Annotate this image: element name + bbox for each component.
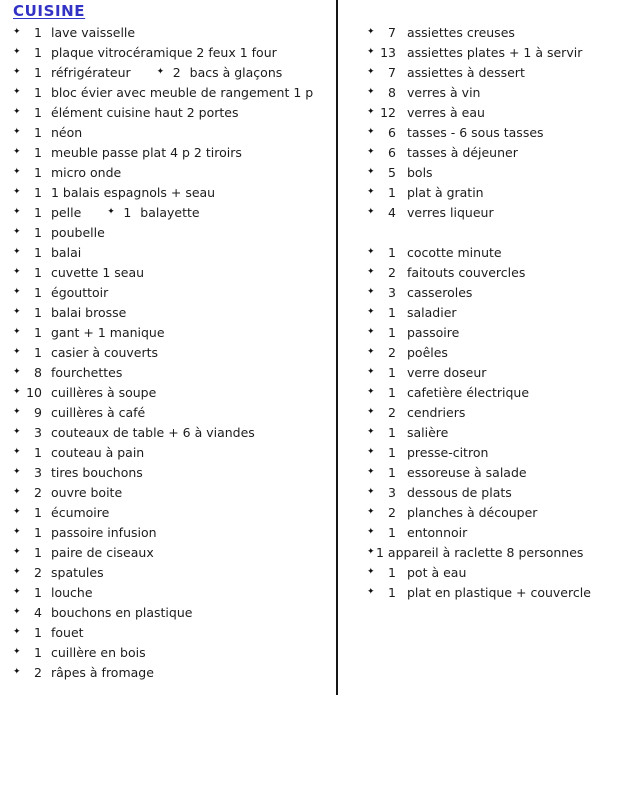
item-quantity: 1 [34, 284, 42, 300]
diamond-bullet-icon: ✦ [13, 86, 21, 97]
list-item [338, 402, 639, 422]
item-quantity: 8 [34, 364, 42, 380]
list-item [338, 82, 639, 102]
diamond-bullet-icon: ✦ [13, 346, 21, 357]
item-label: casseroles [407, 284, 473, 300]
item-label: faitouts couvercles [407, 264, 526, 280]
list-item [338, 182, 639, 202]
item-label: lave vaisselle [51, 24, 136, 40]
list-item [338, 322, 639, 342]
item-quantity: 3 [34, 424, 42, 440]
diamond-bullet-icon: ✦ [13, 626, 21, 637]
item-label: micro onde [51, 164, 122, 180]
item-quantity: 13 [380, 44, 396, 60]
item-quantity: 7 [388, 24, 396, 40]
item-label: paire de ciseaux [51, 544, 154, 560]
diamond-bullet-icon: ✦ [13, 486, 21, 497]
item-quantity: 6 [388, 144, 396, 160]
item-quantity: 1 [388, 444, 396, 460]
list-item [0, 42, 336, 62]
item-label: poêles [407, 344, 448, 360]
list-item [0, 402, 336, 422]
diamond-bullet-icon: ✦ [13, 46, 21, 57]
item-quantity: 1 [34, 504, 42, 520]
list-item [0, 462, 336, 482]
list-item [338, 582, 639, 602]
item-quantity: 5 [388, 164, 396, 180]
diamond-bullet-icon: ✦ [13, 66, 21, 77]
diamond-bullet-icon: ✦ [367, 426, 375, 437]
item-label: 1 balais espagnols + seau [51, 184, 216, 200]
list-item [0, 422, 336, 442]
item-quantity: 1 [34, 264, 42, 280]
item-quantity: 1 [388, 424, 396, 440]
item-label: cafetière électrique [407, 384, 530, 400]
diamond-bullet-icon: ✦ [13, 266, 21, 277]
item-label: cuillères à café [51, 404, 146, 420]
list-item [0, 522, 336, 542]
diamond-bullet-icon: ✦ [367, 246, 375, 257]
diamond-bullet-icon: ✦ [367, 166, 375, 177]
diamond-bullet-icon: ✦ [367, 306, 375, 317]
list-item [338, 482, 639, 502]
item-label: salière [407, 424, 449, 440]
diamond-bullet-icon: ✦ [367, 206, 375, 217]
item-label: tires bouchons [51, 464, 143, 480]
item-quantity: 1 [34, 104, 42, 120]
list-item [338, 422, 639, 442]
diamond-bullet-icon: ✦ [13, 506, 21, 517]
list-item [0, 542, 336, 562]
diamond-bullet-icon: ✦ [367, 526, 375, 537]
diamond-bullet-icon: ✦ [367, 86, 375, 97]
list-item [0, 162, 336, 182]
list-item [338, 162, 639, 182]
diamond-bullet-icon: ✦ [13, 126, 21, 137]
item-label: gant + 1 manique [51, 324, 165, 340]
list-item [0, 582, 336, 602]
item-label: assiettes plates + 1 à servir [407, 44, 583, 60]
item-quantity: 2 [388, 404, 396, 420]
diamond-bullet-icon: ✦ [13, 166, 21, 177]
diamond-bullet-icon: ✦ [367, 466, 375, 477]
list-item [338, 242, 639, 262]
item-quantity: 1 [34, 324, 42, 340]
item-label: cuillères à soupe [51, 384, 157, 400]
diamond-bullet-icon: ✦ [13, 106, 21, 117]
item-quantity: 6 [388, 124, 396, 140]
item-label: balai brosse [51, 304, 127, 320]
item-label: passoire [407, 324, 460, 340]
diamond-bullet-icon: ✦ [13, 666, 21, 677]
diamond-bullet-icon: ✦ [13, 26, 21, 37]
item-label: réfrigérateur [51, 64, 131, 80]
item-label: cendriers [407, 404, 466, 420]
item-quantity: 12 [380, 104, 396, 120]
item-quantity: 1 [388, 524, 396, 540]
diamond-bullet-icon: ✦ [367, 326, 375, 337]
list-item [0, 562, 336, 582]
list-item [0, 282, 336, 302]
list-item [338, 62, 639, 82]
item-quantity: 1 [388, 564, 396, 580]
item-label: couteau à pain [51, 444, 145, 460]
diamond-bullet-icon: ✦ [367, 486, 375, 497]
item-label: bacs à glaçons [189, 64, 283, 80]
item-label: poubelle [51, 224, 105, 240]
item-quantity: 4 [388, 204, 396, 220]
diamond-bullet-icon: ✦ [13, 406, 21, 417]
diamond-bullet-icon: ✦ [367, 386, 375, 397]
item-quantity: 1 [34, 164, 42, 180]
list-item [0, 182, 336, 202]
item-label: meuble passe plat 4 p 2 tiroirs [51, 144, 242, 160]
item-label: couteaux de table + 6 à viandes [51, 424, 255, 440]
item-quantity: 1 [388, 364, 396, 380]
list-item [0, 442, 336, 462]
diamond-bullet-icon: ✦ [13, 546, 21, 557]
item-label: casier à couverts [51, 344, 159, 360]
diamond-bullet-icon: ✦ [13, 286, 21, 297]
inline-sub-item [107, 205, 199, 220]
item-label: tasses à déjeuner [407, 144, 518, 160]
item-label: passoire infusion [51, 524, 157, 540]
item-quantity: 1 [34, 344, 42, 360]
item-label: ouvre boite [51, 484, 123, 500]
list-item [0, 662, 336, 682]
item-label: entonnoir [407, 524, 468, 540]
diamond-bullet-icon: ✦ [367, 106, 375, 117]
item-label: verre doseur [407, 364, 487, 380]
list-item [0, 262, 336, 282]
item-label: bols [407, 164, 433, 180]
diamond-bullet-icon: ✦ [13, 606, 21, 617]
list-item [0, 102, 336, 122]
item-quantity: 1 [388, 304, 396, 320]
item-label: presse-citron [407, 444, 489, 460]
list-item [338, 502, 639, 522]
item-label: balai [51, 244, 82, 260]
item-quantity: 1 [34, 84, 42, 100]
item-label: néon [51, 124, 83, 140]
item-quantity: 1 [34, 304, 42, 320]
list-item [0, 222, 336, 242]
item-label: planches à découper [407, 504, 538, 520]
diamond-bullet-icon: ✦ [156, 66, 165, 77]
diamond-bullet-icon: ✦ [367, 26, 375, 37]
item-quantity: 1 [34, 544, 42, 560]
diamond-bullet-icon: ✦ [367, 286, 375, 297]
item-label: plaque vitrocéramique 2 feux 1 four [51, 44, 277, 60]
diamond-bullet-icon: ✦ [13, 226, 21, 237]
diamond-bullet-icon: ✦ [367, 586, 375, 597]
list-item [0, 302, 336, 322]
item-quantity: 2 [34, 484, 42, 500]
list-item [338, 562, 639, 582]
item-label: plat en plastique + couvercle [407, 584, 591, 600]
list-item [338, 282, 639, 302]
list-item [0, 122, 336, 142]
list-item [338, 442, 639, 462]
item-quantity: 10 [26, 384, 42, 400]
diamond-bullet-icon: ✦ [13, 246, 21, 257]
diamond-bullet-icon: ✦ [367, 406, 375, 417]
list-item [0, 82, 336, 102]
item-label: louche [51, 584, 93, 600]
item-label: verres à eau [407, 104, 485, 120]
item-label: assiettes à dessert [407, 64, 525, 80]
item-quantity: 1 [34, 24, 42, 40]
item-label: pot à eau [407, 564, 467, 580]
item-quantity: 2 [34, 564, 42, 580]
list-item [338, 462, 639, 482]
diamond-bullet-icon: ✦ [367, 506, 375, 517]
item-label: pelle [51, 204, 82, 220]
list-item [338, 122, 639, 142]
item-quantity: 1 [34, 184, 42, 200]
diamond-bullet-icon: ✦ [13, 326, 21, 337]
list-item [338, 342, 639, 362]
item-label: fouet [51, 624, 84, 640]
diamond-bullet-icon: ✦ [13, 466, 21, 477]
list-item [0, 142, 336, 162]
list-item [338, 22, 639, 42]
item-label: cocotte minute [407, 244, 502, 260]
list-item [0, 362, 336, 382]
left-column [0, 22, 336, 682]
item-quantity: 3 [388, 284, 396, 300]
diamond-bullet-icon: ✦ [13, 446, 21, 457]
item-label: cuillère en bois [51, 644, 146, 660]
diamond-bullet-icon: ✦ [367, 266, 375, 277]
item-label: fourchettes [51, 364, 123, 380]
inline-sub-item [157, 65, 283, 80]
item-quantity: 3 [34, 464, 42, 480]
item-quantity: 1 [34, 644, 42, 660]
item-label: assiettes creuses [407, 24, 515, 40]
diamond-bullet-icon: ✦ [13, 366, 21, 377]
item-quantity: 1 [34, 124, 42, 140]
list-item [338, 542, 639, 562]
list-item [338, 42, 639, 62]
list-item [0, 642, 336, 662]
item-label: égouttoir [51, 284, 109, 300]
item-label: verres liqueur [407, 204, 494, 220]
item-label: dessous de plats [407, 484, 512, 500]
item-label: verres à vin [407, 84, 481, 100]
list-item [338, 382, 639, 402]
item-quantity: 1 [34, 44, 42, 60]
item-quantity: 4 [34, 604, 42, 620]
item-label: spatules [51, 564, 104, 580]
item-label: 1 appareil à raclette 8 personnes [376, 544, 584, 560]
item-quantity: 2 [34, 664, 42, 680]
diamond-bullet-icon: ✦ [13, 566, 21, 577]
diamond-bullet-icon: ✦ [367, 446, 375, 457]
item-quantity: 1 [123, 204, 132, 220]
list-item [0, 382, 336, 402]
diamond-bullet-icon: ✦ [13, 386, 21, 397]
diamond-bullet-icon: ✦ [13, 206, 21, 217]
item-quantity: 8 [388, 84, 396, 100]
item-label: bouchons en plastique [51, 604, 193, 620]
diamond-bullet-icon: ✦ [367, 366, 375, 377]
diamond-bullet-icon: ✦ [367, 46, 375, 57]
item-label: plat à gratin [407, 184, 484, 200]
diamond-bullet-icon: ✦ [367, 146, 375, 157]
item-quantity: 2 [388, 264, 396, 280]
item-quantity: 9 [34, 404, 42, 420]
diamond-bullet-icon: ✦ [367, 566, 375, 577]
item-label: essoreuse à salade [407, 464, 527, 480]
diamond-bullet-icon: ✦ [367, 546, 375, 557]
item-quantity: 7 [388, 64, 396, 80]
list-item [338, 102, 639, 122]
list-item [0, 342, 336, 362]
item-label: saladier [407, 304, 457, 320]
list-item [0, 242, 336, 262]
item-quantity: 1 [388, 464, 396, 480]
item-quantity: 1 [34, 144, 42, 160]
item-quantity: 1 [388, 584, 396, 600]
item-quantity: 1 [34, 524, 42, 540]
item-quantity: 1 [388, 244, 396, 260]
item-label: balayette [140, 204, 200, 220]
diamond-bullet-icon: ✦ [367, 346, 375, 357]
item-quantity: 1 [34, 224, 42, 240]
item-quantity: 2 [388, 504, 396, 520]
diamond-bullet-icon: ✦ [13, 526, 21, 537]
item-label: bloc évier avec meuble de rangement 1 p [51, 84, 314, 100]
diamond-bullet-icon: ✦ [13, 186, 21, 197]
list-item [338, 302, 639, 322]
item-label: écumoire [51, 504, 110, 520]
item-quantity: 3 [388, 484, 396, 500]
item-quantity: 1 [388, 384, 396, 400]
list-item [0, 322, 336, 342]
list-item [0, 482, 336, 502]
diamond-bullet-icon: ✦ [107, 206, 115, 217]
item-quantity: 1 [34, 584, 42, 600]
item-label: râpes à fromage [51, 664, 154, 680]
blank-line [338, 222, 639, 242]
list-item [338, 362, 639, 382]
item-quantity: 1 [388, 324, 396, 340]
diamond-bullet-icon: ✦ [367, 66, 375, 77]
item-label: cuvette 1 seau [51, 264, 145, 280]
list-item [338, 262, 639, 282]
list-item [0, 22, 336, 42]
diamond-bullet-icon: ✦ [13, 146, 21, 157]
item-quantity: 2 [172, 64, 181, 80]
list-item [0, 202, 336, 222]
item-quantity: 1 [34, 204, 42, 220]
item-quantity: 1 [34, 444, 42, 460]
page-title: CUISINE [13, 2, 86, 20]
item-quantity: 1 [34, 244, 42, 260]
item-label: élément cuisine haut 2 portes [51, 104, 239, 120]
item-quantity: 1 [34, 64, 42, 80]
list-item [0, 62, 336, 82]
list-item [0, 622, 336, 642]
diamond-bullet-icon: ✦ [13, 646, 21, 657]
diamond-bullet-icon: ✦ [367, 186, 375, 197]
item-quantity: 1 [34, 624, 42, 640]
item-quantity: 1 [388, 184, 396, 200]
diamond-bullet-icon: ✦ [13, 306, 21, 317]
diamond-bullet-icon: ✦ [367, 126, 375, 137]
list-item [0, 502, 336, 522]
item-label: tasses - 6 sous tasses [407, 124, 544, 140]
diamond-bullet-icon: ✦ [13, 586, 21, 597]
list-item [338, 142, 639, 162]
list-item [0, 602, 336, 622]
item-quantity: 2 [388, 344, 396, 360]
list-item [338, 202, 639, 222]
diamond-bullet-icon: ✦ [13, 426, 21, 437]
list-item [338, 522, 639, 542]
right-column [338, 22, 639, 602]
